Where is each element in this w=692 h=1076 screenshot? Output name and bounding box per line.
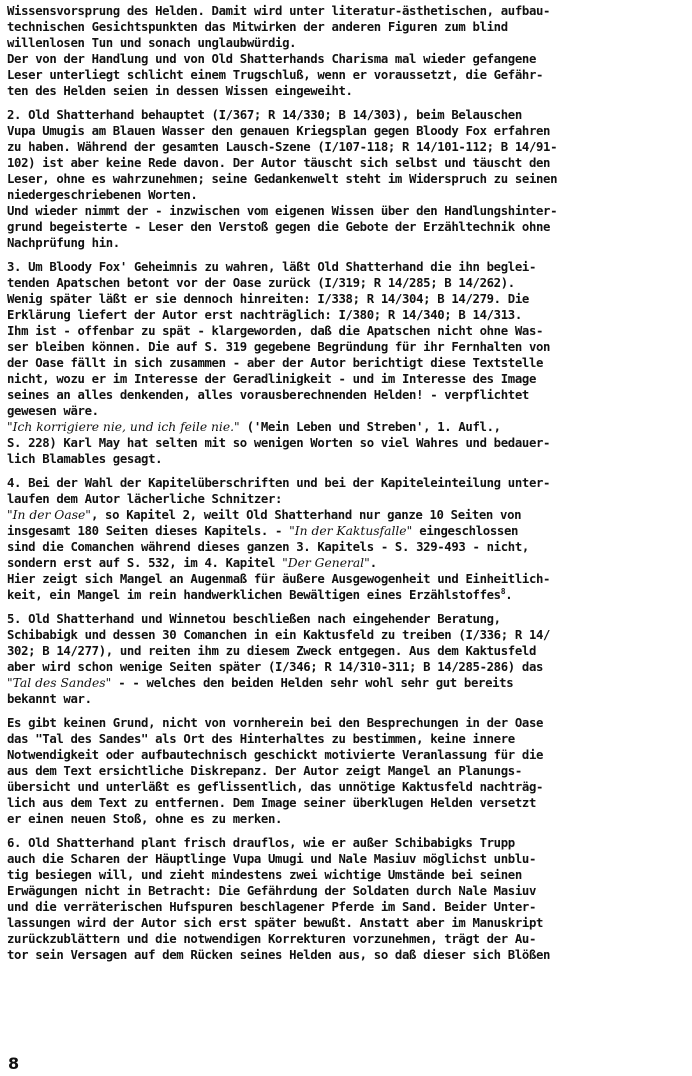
text-line xyxy=(7,340,685,356)
text-segment: lich aus dem Text zu entfernen. Dem Image seiner überklugen Helden versetzt xyxy=(7,796,537,810)
page-number: 8 xyxy=(8,1054,19,1073)
text-segment: laufen dem Autor lächerliche Schnitzer: xyxy=(7,492,283,506)
text-segment: . xyxy=(505,588,513,602)
text-segment: keit, ein Mangel im rein handwerklichen Bewältigen eines Erzählstoffes xyxy=(7,588,501,602)
text-segment: zu haben. Während der gesamten Lausch-Szene (I/107-118; R 14/101-112; B 14/91- xyxy=(7,140,558,154)
italic-quote: "In der Oase" xyxy=(7,508,91,522)
text-segment: ('Mein Leben und Streben', 1. Aufl., xyxy=(239,420,501,434)
text-line xyxy=(7,68,685,84)
text-line xyxy=(7,108,685,124)
text-segment: Erklärung liefert der Autor erst nachträglich: I/380; R 14/340; B 14/313. xyxy=(7,308,522,322)
text-line xyxy=(7,588,685,604)
text-segment: Wenig später läßt er sie dennoch hinreiten: I/338; R 14/304; B 14/279. Die xyxy=(7,292,529,306)
text-segment: Schibabigk und dessen 30 Comanchen in ein Kaktusfeld zu treiben (I/336; R 14/ xyxy=(7,628,551,642)
text-segment: ten des Helden seien in dessen Wissen eingeweiht. xyxy=(7,84,353,98)
text-segment: Leser unterliegt schlicht einem Trugschluß, wenn er voraussetzt, die Gefähr- xyxy=(7,68,544,82)
text-line xyxy=(7,644,685,660)
text-segment: 2. Old Shatterhand behauptet (I/367; R 14/330; B 14/303), beim Belauschen xyxy=(7,108,522,122)
text-line xyxy=(7,492,685,508)
text-segment: 5. Old Shatterhand und Winnetou beschließen nach eingehender Beratung, xyxy=(7,612,501,626)
text-segment: nicht, wozu er im Interesse der Geradlinigkeit - und im Interesse des Image xyxy=(7,372,537,386)
text-segment: 3. Um Bloody Fox' Geheimnis zu wahren, läßt Old Shatterhand die ihn beglei- xyxy=(7,260,537,274)
text-line xyxy=(7,356,685,372)
text-line xyxy=(7,172,685,188)
text-segment: S. 228) Karl May hat selten mit so wenigen Worten so viel Wahres und bedauer- xyxy=(7,436,551,450)
text-segment: tor sein Versagen auf dem Rücken seines Helden aus, so daß dieser sich Blößen xyxy=(7,948,551,962)
text-line xyxy=(7,676,685,692)
text-segment: Vupa Umugis am Blauen Wasser den genauen Kriegsplan gegen Bloody Fox erfahren xyxy=(7,124,551,138)
text-segment: Leser, ohne es wahrzunehmen; seine Gedankenwelt steht im Widerspruch zu seinen xyxy=(7,172,558,186)
italic-quote: "Der General" xyxy=(282,556,370,570)
text-segment: übersicht und unterläßt es geflissentlich, das unnötige Kaktusfeld nachträg- xyxy=(7,780,544,794)
text-line xyxy=(7,156,685,172)
text-segment: er einen neuen Stoß, ohne es zu merken. xyxy=(7,812,283,826)
text-line xyxy=(7,556,685,572)
text-line xyxy=(7,660,685,676)
text-line xyxy=(7,612,685,628)
text-line xyxy=(7,572,685,588)
text-line xyxy=(7,404,685,420)
text-line xyxy=(7,292,685,308)
text-segment: Wissensvorsprung des Helden. Damit wird unter literatur-ästhetischen, aufbau- xyxy=(7,4,551,18)
text-segment: technischen Gesichtspunkten das Mitwirken der anderen Figuren zum blind xyxy=(7,20,508,34)
text-line xyxy=(7,716,685,732)
text-segment: Erwägungen nicht in Betracht: Die Gefährdung der Soldaten durch Nale Masiuv xyxy=(7,884,537,898)
text-segment: aber wird schon wenige Seiten später (I/346; R 14/310-311; B 14/285-286) das xyxy=(7,660,544,674)
text-segment: Der von der Handlung und von Old Shatterhands Charisma mal wieder gefangene xyxy=(7,52,537,66)
text-segment: aus dem Text ersichtliche Diskrepanz. Der Autor zeigt Mangel an Planungs- xyxy=(7,764,522,778)
text-segment: Es gibt keinen Grund, nicht von vornherein bei den Besprechungen in der Oase xyxy=(7,716,544,730)
text-segment: sind die Comanchen während dieses ganzen 3. Kapitels - S. 329-493 - nicht, xyxy=(7,540,529,554)
text-line xyxy=(7,204,685,220)
text-segment: 4. Bei der Wahl der Kapitelüberschriften und bei der Kapiteleinteilung unter- xyxy=(7,476,551,490)
italic-quote: "In der Kaktusfalle" xyxy=(289,524,413,538)
text-segment: willenlosen Tun und sonach unglaubwürdig. xyxy=(7,36,297,50)
text-segment: grund begeisterte - Leser den Verstoß gegen die Gebote der Erzähltechnik ohne xyxy=(7,220,551,234)
text-line xyxy=(7,124,685,140)
footnote-marker: 8 xyxy=(500,588,506,596)
text-segment: Und wieder nimmt der - inzwischen vom eigenen Wissen über den Handlungshinter- xyxy=(7,204,558,218)
text-line xyxy=(7,476,685,492)
text-line xyxy=(7,692,685,708)
text-line xyxy=(7,236,685,252)
text-segment: Ihm ist - offenbar zu spät - klargeworden, daß die Apatschen nicht ohne Was- xyxy=(7,324,544,338)
italic-quote: "Ich korrigiere nie, und ich feile nie." xyxy=(7,420,240,434)
text-line xyxy=(7,420,685,436)
text-line xyxy=(7,732,685,748)
text-line xyxy=(7,540,685,556)
text-segment: das "Tal des Sandes" als Ort des Hinterhaltes zu bestimmen, keine innere xyxy=(7,732,515,746)
text-line xyxy=(7,20,685,36)
text-segment: 102) ist aber keine Rede davon. Der Autor täuscht sich selbst und täuscht den xyxy=(7,156,551,170)
text-segment: und die verräterischen Hufspuren beschlagener Pferde im Sand. Beider Unter- xyxy=(7,900,537,914)
text-line xyxy=(7,52,685,68)
text-line xyxy=(7,836,685,852)
text-segment: niedergeschriebenen Worten. xyxy=(7,188,198,202)
text-line xyxy=(7,868,685,884)
text-line xyxy=(7,812,685,828)
text-segment: Nachprüfung hin. xyxy=(7,236,120,250)
text-line xyxy=(7,84,685,100)
text-line xyxy=(7,748,685,764)
text-line xyxy=(7,324,685,340)
text-segment: auch die Scharen der Häuptlinge Vupa Umugi und Nale Masiuv möglichst unblu- xyxy=(7,852,537,866)
text-segment: sondern erst auf S. 532, im 4. Kapitel xyxy=(7,556,283,570)
text-line xyxy=(7,916,685,932)
text-line xyxy=(7,780,685,796)
text-line xyxy=(7,524,685,540)
text-segment: insgesamt 180 Seiten dieses Kapitels. - xyxy=(7,524,290,538)
text-segment: bekannt war. xyxy=(7,692,92,706)
text-segment: . xyxy=(369,556,377,570)
text-line xyxy=(7,628,685,644)
text-segment: eingeschlossen xyxy=(412,524,519,538)
text-line xyxy=(7,900,685,916)
text-segment: zurückzublättern und die notwendigen Korrekturen vorzunehmen, trägt der Au- xyxy=(7,932,537,946)
text-line xyxy=(7,852,685,868)
text-line xyxy=(7,796,685,812)
text-segment: tenden Apatschen betont vor der Oase zurück (I/319; R 14/285; B 14/262). xyxy=(7,276,515,290)
text-segment: Hier zeigt sich Mangel an Augenmaß für äußere Ausgewogenheit und Einheitlich- xyxy=(7,572,551,586)
text-line xyxy=(7,932,685,948)
text-segment: der Oase fällt in sich zusammen - aber der Autor berichtigt diese Textstelle xyxy=(7,356,544,370)
text-segment: lassungen wird der Autor sich erst später bewußt. Anstatt aber im Manuskript xyxy=(7,916,544,930)
text-line xyxy=(7,508,685,524)
text-segment: 302; B 14/277), und reiten ihm zu diesem Zweck entgegen. Aus dem Kaktusfeld xyxy=(7,644,537,658)
text-line xyxy=(7,276,685,292)
text-line xyxy=(7,220,685,236)
text-segment: Notwendigkeit oder aufbautechnisch geschickt motivierte Veranlassung für die xyxy=(7,748,544,762)
text-line xyxy=(7,188,685,204)
text-line xyxy=(7,436,685,452)
text-segment: ser bleiben können. Die auf S. 319 gegebene Begründung für ihr Fernhalten von xyxy=(7,340,551,354)
text-line xyxy=(7,452,685,468)
text-line xyxy=(7,308,685,324)
text-line xyxy=(7,4,685,20)
text-line xyxy=(7,260,685,276)
text-segment: , so Kapitel 2, weilt Old Shatterhand nur ganze 10 Seiten von xyxy=(90,508,522,522)
text-line xyxy=(7,372,685,388)
text-line xyxy=(7,36,685,52)
text-line xyxy=(7,764,685,780)
text-segment: - - welches den beiden Helden sehr wohl sehr gut bereits xyxy=(111,676,514,690)
text-segment: tig besiegen will, und zieht mindestens zwei wichtige Umstände bei seinen xyxy=(7,868,522,882)
text-segment: gewesen wäre. xyxy=(7,404,99,418)
text-segment: lich Blamables gesagt. xyxy=(7,452,163,466)
text-segment: 6. Old Shatterhand plant frisch drauflos, wie er außer Schibabigks Trupp xyxy=(7,836,515,850)
text-segment: seines an alles denkenden, alles vorausberechnenden Helden! - verpflichtet xyxy=(7,388,529,402)
italic-quote: "Tal des Sandes" xyxy=(7,676,112,690)
text-line xyxy=(7,140,685,156)
text-line xyxy=(7,948,685,964)
text-line xyxy=(7,388,685,404)
text-line xyxy=(7,884,685,900)
